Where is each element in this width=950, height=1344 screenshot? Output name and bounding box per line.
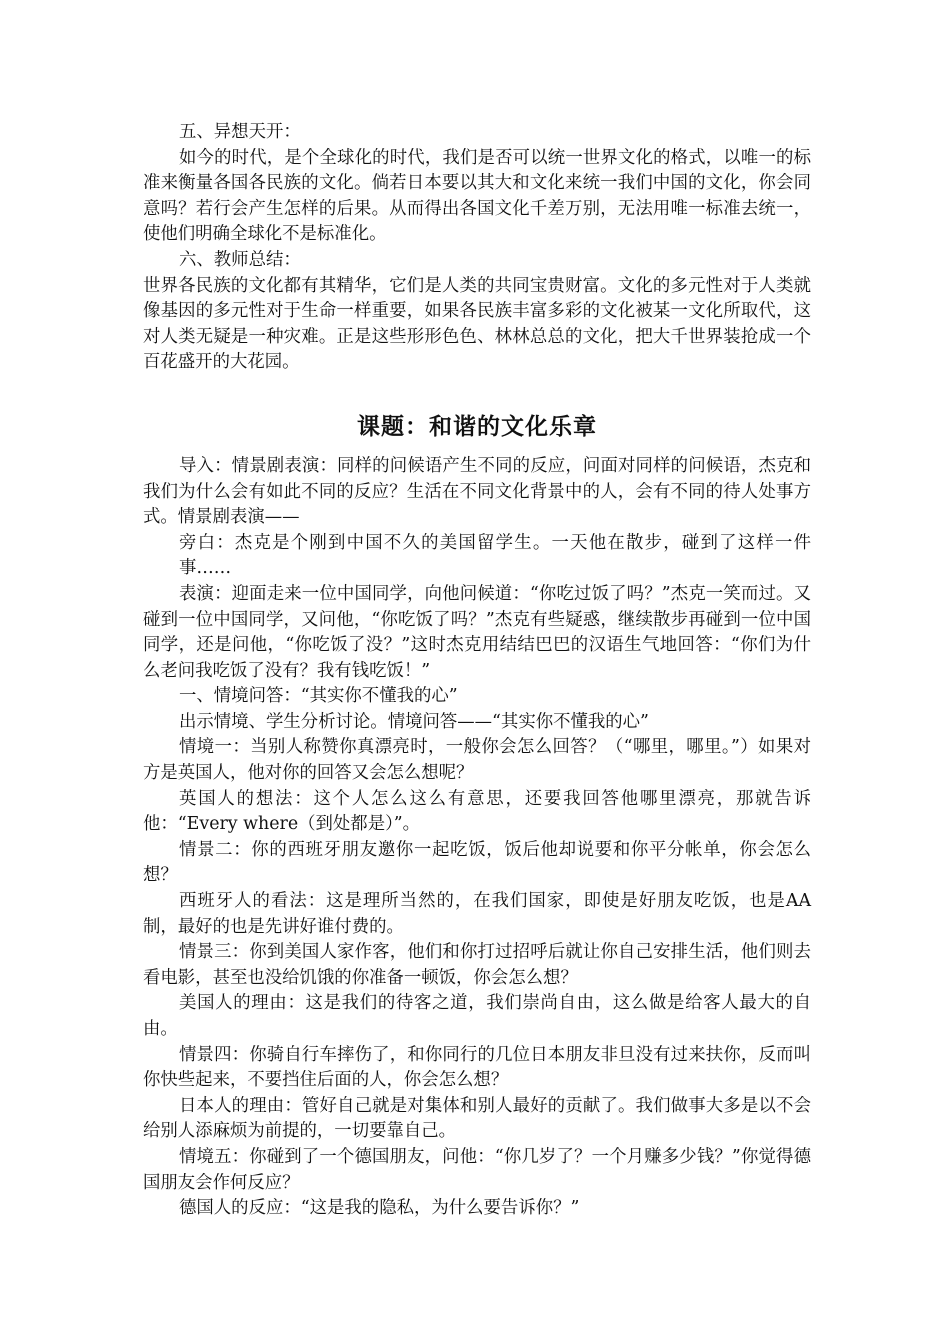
- lesson-title: 课题：和谐的文化乐章: [357, 413, 597, 440]
- paragraph: 情境一：当别人称赞你真漂亮时，一般你会怎么回答？（“哪里，哪里。”）如果对方是英国人，他对你的回答又会怎么想呢？: [143, 737, 811, 784]
- paragraph: 情景四：你骑自行车摔伤了，和你同行的几位日本朋友非旦没有过来扶你，反而叫你快些起来，不要挡住后面的人，你会怎么想？: [143, 1044, 811, 1091]
- paragraph: 情境五：你碰到了一个德国朋友，问他：“你几岁了？一个月赚多少钱？”你觉得德国朋友会作何反应？: [143, 1146, 811, 1193]
- paragraph: 一、情境问答：“其实你不懂我的心”: [179, 686, 458, 707]
- paragraph: 英国人的想法：这个人怎么这么有意思，还要我回答他哪里漂亮，那就告诉他：“Every where（到处都是）”。: [143, 788, 811, 835]
- paragraph: 美国人的理由：这是我们的待客之道，我们崇尚自由，这么做是给客人最大的自由。: [143, 993, 811, 1039]
- paragraph: 情景三：你到美国人家作客，他们和你打过招呼后就让你自己安排生活，他们则去看电影，甚至也没给饥饿的你准备一顿饭，你会怎么想？: [143, 942, 811, 988]
- paragraph: 情景二：你的西班牙朋友邀你一起吃饭，饭后他却说要和你平分帐单，你会怎么想？: [143, 839, 811, 886]
- paragraph: 表演：迎面走来一位中国同学，向他问候道：“你吃过饭了吗？”杰克一笑而过。又碰到一位中国同学，又问他，“你吃饭了吗？”杰克有些疑惑，继续散步再碰到一位中国同学，还是问他，“你吃饭了没？”这时杰克用结结巴巴的汉语生气地回答：“你们为什么老问我吃饭了没有？我有钱吃饭！”: [143, 583, 811, 681]
- heading-six: 六、教师总结：: [179, 249, 301, 270]
- paragraph: 日本人的理由：管好自己就是对集体和别人最好的贡献了。我们做事大多是以不会给别人添麻烦为前提的，一切要靠自己。: [143, 1095, 811, 1142]
- paragraph: 德国人的反应：“这是我的隐私，为什么要告诉你？”: [179, 1198, 580, 1219]
- paragraph: 出示情境、学生分析讨论。情境问答——“其实你不懂我的心”: [179, 711, 649, 732]
- document-page: [143, 120, 811, 1222]
- paragraph: 西班牙人的看法：这是理所当然的，在我们国家，即使是好朋友吃饭，也是AA制，最好的也是先讲好谁付费的。: [143, 891, 811, 937]
- paragraph-six: 世界各民族的文化都有其精华，它们是人类的共同宝贵财富。文化的多元性对于人类就像基因的多元性对于生命一样重要，如果各民族丰富多彩的文化被某一文化所取代，这对人类无疑是一种灾难。正是这些形形色色、林林总总的文化，把大千世界装抢成一个百花盛开的大花园。: [143, 275, 811, 373]
- heading-five: 五、异想天开：: [179, 122, 301, 142]
- paragraph-five: 如今的时代，是个全球化的时代，我们是否可以统一世界文化的格式，以唯一的标准来衡量各国各民族的文化。倘若日本要以其大和文化来统一我们中国的文化，你会同意吗？若行会产生怎样的后果。从而得出各国文化千差万别，无法用唯一标准去统一，使他们明确全球化不是标准化。: [143, 147, 811, 245]
- paragraph: 导入：情景剧表演：同样的问候语产生不同的反应，问面对同样的问候语，杰克和我们为什么会有如此不同的反应？生活在不同文化背景中的人，会有不同的待人处事方式。情景剧表演——: [143, 455, 811, 528]
- paragraph: 旁白：杰克是个刚到中国不久的美国留学生。一天他在散步，碰到了这样一件事……: [179, 532, 811, 579]
